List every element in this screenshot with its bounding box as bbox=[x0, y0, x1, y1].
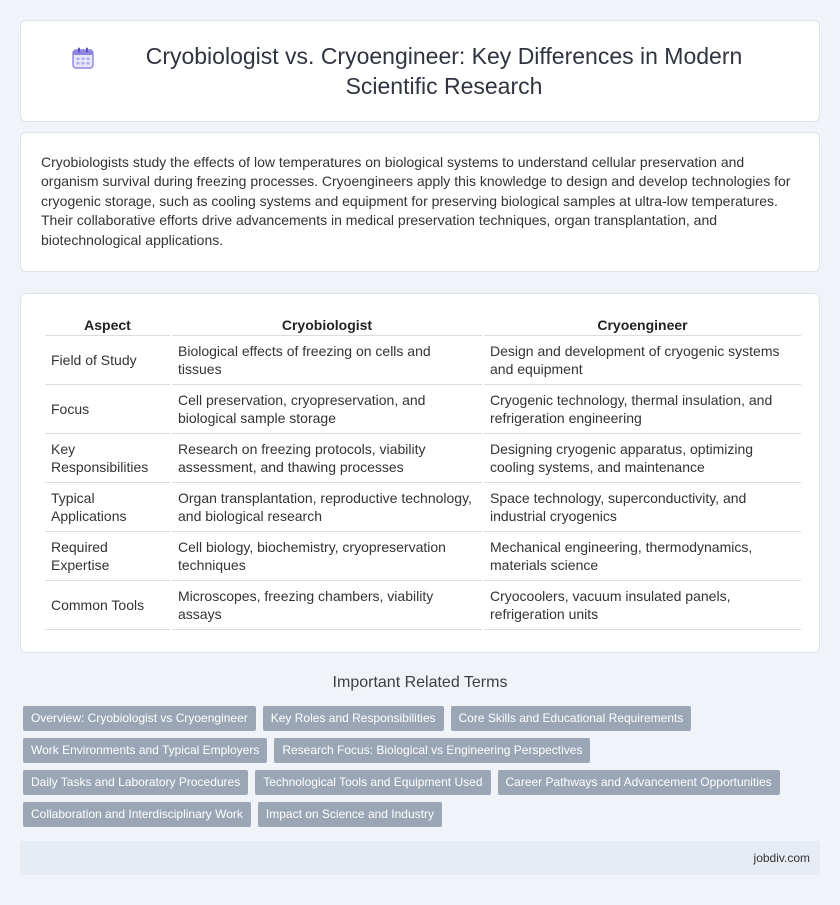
cell-aspect: Key Responsibilities bbox=[45, 434, 170, 483]
related-tag-key-roles[interactable]: Key Roles and Responsibilities bbox=[263, 706, 444, 731]
related-tag-impact[interactable]: Impact on Science and Industry bbox=[258, 802, 442, 827]
intro-paragraph: Cryobiologists study the effects of low temperatures on biological systems to understand cellular preservation and organism survival during freezing processes. Cryoengineers apply this knowledge to design and develop technologies for cryogenic storage, such as cooling systems and equipment for preserving biological samples at ultra-low temperatures. Their collaborative efforts drive advancements in medical preservation techniques, organ transplantation, and biotechnological applications. bbox=[41, 154, 791, 248]
related-tag-work-environments[interactable]: Work Environments and Typical Employers bbox=[23, 738, 267, 763]
cell-aspect: Typical Applications bbox=[45, 483, 170, 532]
page-title: Cryobiologist vs. Cryoengineer: Key Differences in Modern Scientific Research bbox=[145, 43, 743, 99]
cell-cryobiologist: Cell preservation, cryopreservation, and biological sample storage bbox=[172, 385, 482, 434]
comparison-table-card bbox=[20, 293, 820, 653]
cell-cryobiologist: Research on freezing protocols, viability assessment, and thawing processes bbox=[172, 434, 482, 483]
cell-cryobiologist: Biological effects of freezing on cells and tissues bbox=[172, 336, 482, 385]
footer-site-link[interactable]: jobdiv.com bbox=[753, 851, 810, 865]
cell-cryobiologist: Cell biology, biochemistry, cryopreservation techniques bbox=[172, 532, 482, 581]
comparison-table bbox=[43, 310, 803, 630]
cell-cryoengineer: Space technology, superconductivity, and industrial cryogenics bbox=[484, 483, 801, 532]
table-row bbox=[45, 385, 801, 434]
cell-cryobiologist: Organ transplantation, reproductive technology, and biological research bbox=[172, 483, 482, 532]
related-terms-title: Important Related Terms bbox=[332, 674, 508, 691]
cell-aspect: Required Expertise bbox=[45, 532, 170, 581]
cell-cryoengineer: Cryogenic technology, thermal insulation, and refrigeration engineering bbox=[484, 385, 801, 434]
table-header-row bbox=[45, 310, 801, 336]
cell-cryoengineer: Designing cryogenic apparatus, optimizing cooling systems, and maintenance bbox=[484, 434, 801, 483]
related-tag-tools-equipment[interactable]: Technological Tools and Equipment Used bbox=[255, 770, 490, 795]
title-wrap bbox=[70, 41, 770, 101]
cell-cryoengineer: Cryocoolers, vacuum insulated panels, refrigeration units bbox=[484, 581, 801, 630]
calendar-icon bbox=[70, 45, 96, 71]
cell-aspect: Common Tools bbox=[45, 581, 170, 630]
header-cryobiologist: Cryobiologist bbox=[172, 310, 482, 336]
cell-cryoengineer: Design and development of cryogenic systems and equipment bbox=[484, 336, 801, 385]
cell-aspect: Field of Study bbox=[45, 336, 170, 385]
cell-aspect: Focus bbox=[45, 385, 170, 434]
cell-cryobiologist: Microscopes, freezing chambers, viability assays bbox=[172, 581, 482, 630]
cell-cryoengineer: Mechanical engineering, thermodynamics, materials science bbox=[484, 532, 801, 581]
table-row bbox=[45, 581, 801, 630]
related-tag-research-focus[interactable]: Research Focus: Biological vs Engineering Perspectives bbox=[274, 738, 590, 763]
footer bbox=[20, 841, 820, 875]
intro-card bbox=[20, 132, 820, 272]
header-cryoengineer: Cryoengineer bbox=[484, 310, 801, 336]
related-terms-tags bbox=[23, 706, 823, 834]
related-tag-career-pathways[interactable]: Career Pathways and Advancement Opportunities bbox=[498, 770, 780, 795]
related-tag-core-skills[interactable]: Core Skills and Educational Requirements bbox=[451, 706, 692, 731]
related-tag-overview[interactable]: Overview: Cryobiologist vs Cryoengineer bbox=[23, 706, 256, 731]
related-tag-daily-tasks[interactable]: Daily Tasks and Laboratory Procedures bbox=[23, 770, 248, 795]
table-row bbox=[45, 336, 801, 385]
table-row bbox=[45, 483, 801, 532]
title-card bbox=[20, 20, 820, 122]
related-tag-collaboration[interactable]: Collaboration and Interdisciplinary Work bbox=[23, 802, 251, 827]
header-aspect: Aspect bbox=[45, 310, 170, 336]
table-row bbox=[45, 434, 801, 483]
table-row bbox=[45, 532, 801, 581]
